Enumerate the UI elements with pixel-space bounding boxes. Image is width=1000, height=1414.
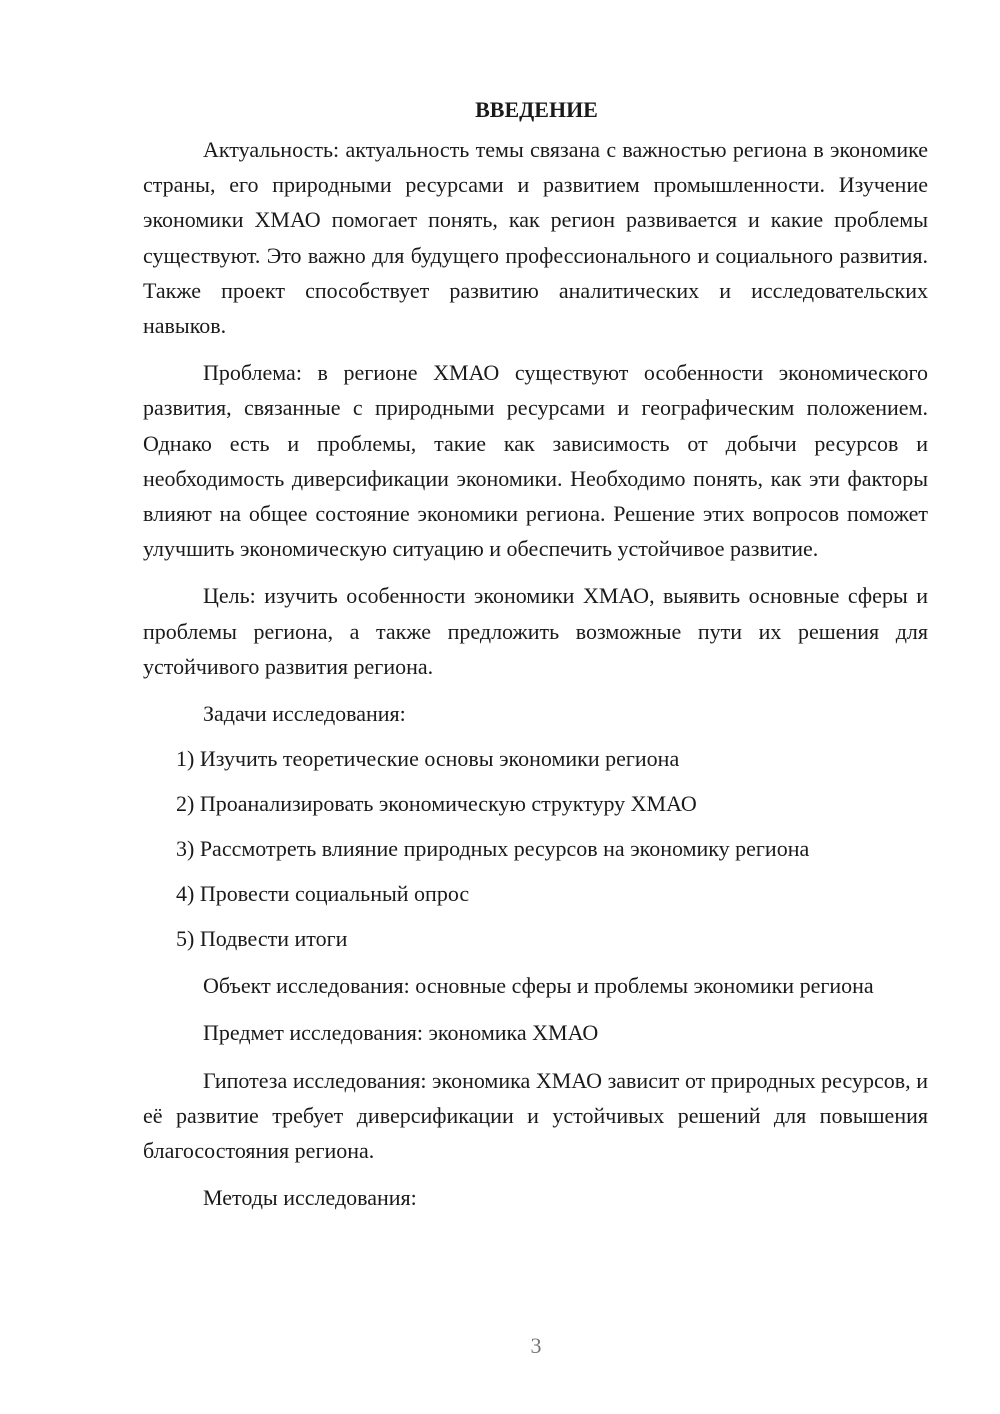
paragraph-relevance: Актуальность: актуальность темы связана с важностью региона в экономике страны, его природными ресурсами и развитием промышленности. Изучение экономики ХМАО помогает понять, как регион развивается и какие проблемы существуют. Это важно для будущего профессионального и социального развития. Также проект способствует развитию аналитических и исследовательских навыков. [143,137,928,339]
spacer [143,1168,928,1180]
list-item: 4) Провести социальный опрос [176,881,470,907]
page-title: ВВЕДЕНИЕ [475,97,598,122]
paragraph-hypothesis: Гипотеза исследования: экономика ХМАО зависит от природных ресурсов, и её развитие требует диверсификации и устойчивых решений для повышения благосостояния региона. [143,1067,928,1164]
spacer [143,866,928,876]
spacer [143,821,928,831]
spacer [143,956,928,968]
paragraph-problem: Проблема: в регионе ХМАО существуют особенности экономического развития, связанные с природными ресурсами и географическим положением. Однако есть и проблемы, такие как зависимость от добычи ресурсов и необходимость диверсификации экономики. Необходимо понять, как эти факторы влияют на общее состояние экономики региона. Решение этих вопросов поможет улучшить экономическую ситуацию и обеспечить устойчивое развитие. [143,360,928,562]
list-item: 2) Проанализировать экономическую структуру ХМАО [176,791,697,817]
list-item: 3) Рассмотреть влияние природных ресурсов на экономику региона [176,836,810,862]
paragraph-object: Объект исследования: основные сферы и проблемы экономики региона [203,973,874,999]
paragraph-goal: Цель: изучить особенности экономики ХМАО, выявить основные сферы и проблемы региона, а также предложить возможные пути их решения для устойчивого развития региона. [143,583,928,679]
paragraph-methods-heading: Методы исследования: [203,1185,417,1211]
document-page [143,92,928,1215]
spacer [143,343,928,355]
paragraph-tasks-heading: Задачи исследования: [203,701,406,727]
spacer [143,731,928,741]
list-item: 1) Изучить теоретические основы экономики региона [176,746,680,772]
spacer [143,911,928,921]
spacer [143,684,928,696]
spacer [143,776,928,786]
list-item: 5) Подвести итоги [176,926,348,952]
tasks-list [143,741,928,956]
spacer [143,1051,928,1063]
spacer [143,1003,928,1015]
paragraph-subject: Предмет исследования: экономика ХМАО [203,1020,599,1046]
page-number: 3 [530,1333,542,1358]
spacer [143,566,928,578]
